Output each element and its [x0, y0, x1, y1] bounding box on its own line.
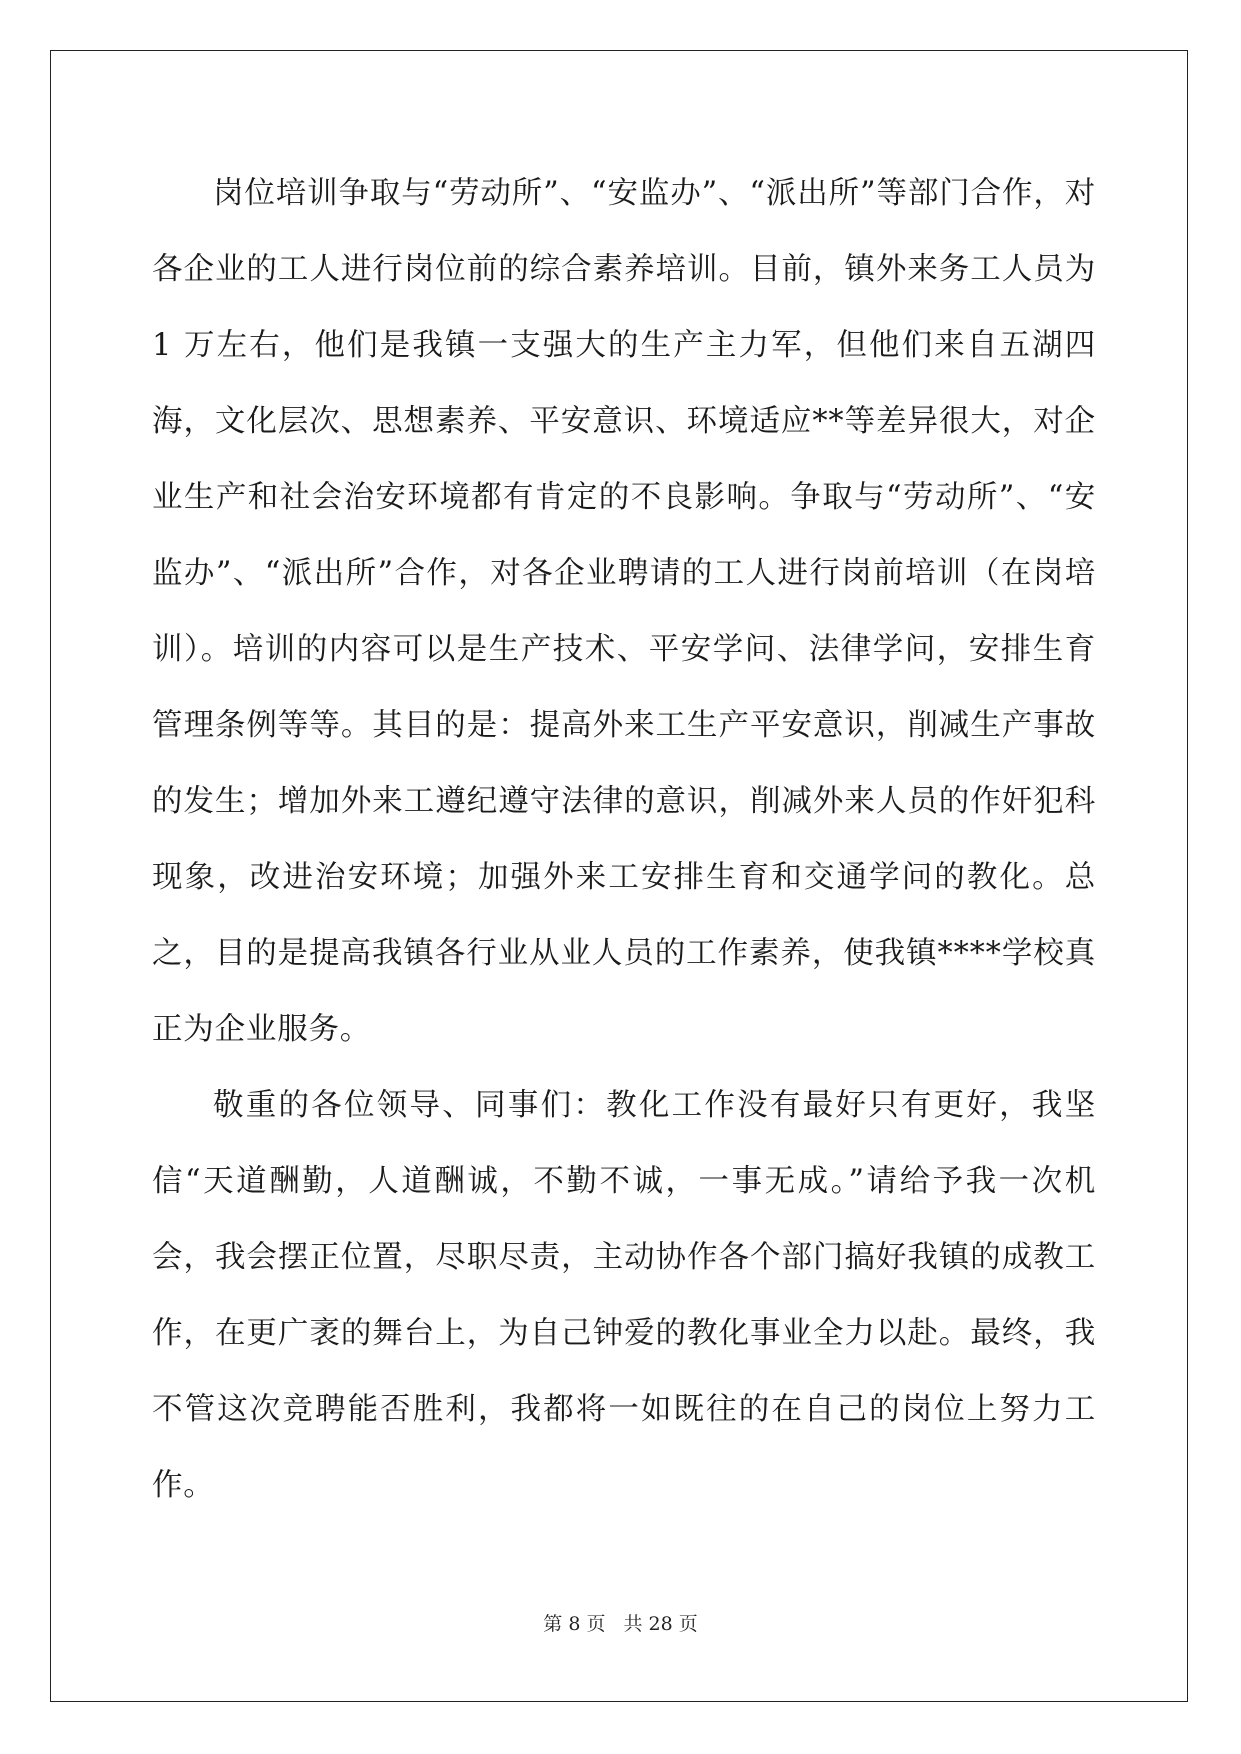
page-total: 共 28 页 [623, 1613, 698, 1635]
document-body [152, 156, 1096, 1524]
paragraph-closing: 敬重的各位领导、同事们：教化工作没有最好只有更好，我坚信“天道酬勤，人道酬诚，不勤不诚，一事无成。”请给予我一次机会，我会摆正位置，尽职尽责，主动协作各个部门搞好我镇的成教工作，在更广袤的舞台上，为自己钟爱的教化事业全力以赴。最终，我不管这次竞聘能否胜利，我都将一如既往的在自己的岗位上努力工作。 [152, 1088, 1096, 1503]
page-footer [0, 1609, 1241, 1636]
page-number: 第 8 页 [543, 1613, 606, 1635]
paragraph-training: 岗位培训争取与“劳动所”、“安监办”、“派出所”等部门合作，对各企业的工人进行岗位前的综合素养培训。目前，镇外来务工人员为 1 万左右，他们是我镇一支强大的生产主力军，但他们来自五湖四海，文化层次、思想素养、平安意识、环境适应**等差异很大，对企业生产和社会治安环境都有肯定的不良影响。争取与“劳动所”、“安监办”、“派出所”合作，对各企业聘请的工人进行岗前培训（在岗培训）。培训的内容可以是生产技术、平安学问、法律学问，安排生育管理条例等等。其目的是：提高外来工生产平安意识，削减生产事故的发生；增加外来工遵纪遵守法律的意识，削减外来人员的作奸犯科现象，改进治安环境；加强外来工安排生育和交通学问的教化。总之，目的是提高我镇各行业从业人员的工作素养，使我镇****学校真正为企业服务。 [152, 176, 1096, 1047]
